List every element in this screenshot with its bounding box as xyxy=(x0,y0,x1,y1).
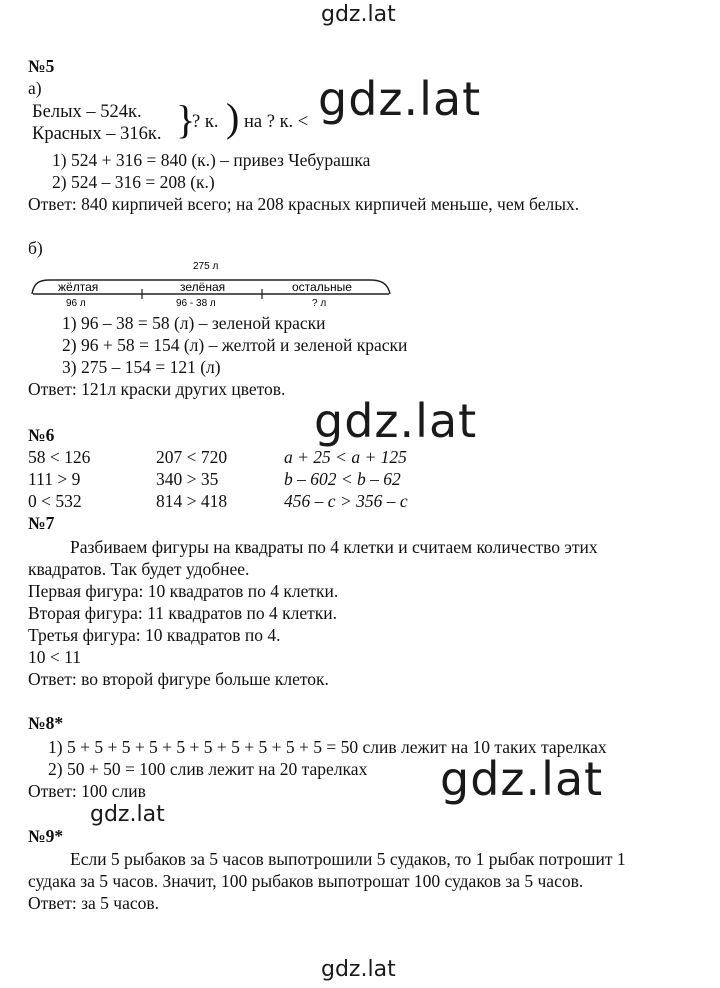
task5b-answer: Ответ: 121л краски других цветов. xyxy=(28,379,286,399)
task8-step-1: 1) 5 + 5 + 5 + 5 + 5 + 5 + 5 + 5 + 5 + 5 = 50 слив лежит на 10 таких тарелках xyxy=(48,737,607,757)
sum-question: ? к. xyxy=(192,112,219,132)
task6-row1-col1: 58 < 126 xyxy=(28,447,91,467)
tape-total-label: 275 л xyxy=(193,261,219,272)
watermark-large-3: gdz.lat xyxy=(440,752,604,806)
task5a-step-1: 1) 524 + 316 = 840 (к.) – привез Чебурашка xyxy=(52,150,371,170)
task5-part-a-label: а) xyxy=(28,78,42,98)
task6-row3-col2: 814 > 418 xyxy=(156,491,228,511)
tape-diagram xyxy=(30,258,392,308)
task7-line-2: Вторая фигура: 11 квадратов по 4 клетки. xyxy=(28,603,337,623)
task5a-step-2: 2) 524 – 316 = 208 (к.) xyxy=(52,172,215,192)
watermark-middle-small: gdz.lat xyxy=(90,802,165,827)
task8-answer: Ответ: 100 слив xyxy=(28,781,146,801)
task6-row2-col2: 340 > 35 xyxy=(156,469,219,489)
task7-line-3: Третья фигура: 10 квадратов по 4. xyxy=(28,625,281,645)
task9-line-1: Если 5 рыбаков за 5 часов выпотрошили 5 судаков, то 1 рыбак потрошит 1 xyxy=(70,849,626,869)
tape-value-yellow: 96 л xyxy=(66,298,86,308)
task9-answer: Ответ: за 5 часов. xyxy=(28,893,160,913)
tape-value-green: 96 - 38 л xyxy=(176,298,216,308)
task8-title: №8* xyxy=(28,713,64,733)
task7-answer: Ответ: во второй фигуре больше клеток. xyxy=(28,669,329,689)
sum-brace: } xyxy=(176,97,196,142)
task5-part-b-label: б) xyxy=(28,238,43,258)
task9-line-2: судака за 5 часов. Значит, 100 рыбаков выпотрошат 100 судаков за 5 часов. xyxy=(28,871,584,891)
task5b-step-1: 1) 96 – 38 = 58 (л) – зеленой краски xyxy=(62,313,326,333)
tape-segment-other: остальные xyxy=(292,280,352,294)
task8-step-2: 2) 50 + 50 = 100 слив лежит на 20 тарелках xyxy=(48,759,368,779)
task7-title: №7 xyxy=(28,513,55,533)
red-bricks-label: Красных – 316к. xyxy=(32,124,162,144)
task6-row3-col1: 0 < 532 xyxy=(28,491,82,511)
task6-row1-col3: a + 25 < a + 125 xyxy=(284,447,407,467)
task5a-answer: Ответ: 840 кирпичей всего; на 208 красных кирпичей меньше, чем белых. xyxy=(28,194,580,214)
difference-question: на ? к. < xyxy=(244,112,309,132)
tape-segment-green: зелёная xyxy=(180,280,226,294)
white-bricks-label: Белых – 524к. xyxy=(32,102,142,122)
task7-line-4: 10 < 11 xyxy=(28,647,81,667)
task6-row3-col3: 456 – c > 356 – c xyxy=(284,491,408,511)
task6-row1-col2: 207 < 720 xyxy=(156,447,228,467)
task6-row2-col3: b – 602 < b – 62 xyxy=(284,469,401,489)
task9-title: №9* xyxy=(28,826,64,846)
tape-segment-yellow: жёлтая xyxy=(58,280,99,294)
task7-paragraph-line-1: Разбиваем фигуры на квадраты по 4 клетки и считаем количество этих xyxy=(70,537,598,557)
task7-line-1: Первая фигура: 10 квадратов по 4 клетки. xyxy=(28,581,339,601)
watermark-bottom: gdz.lat xyxy=(321,957,396,982)
watermark-top: gdz.lat xyxy=(321,2,396,27)
difference-bracket: ) xyxy=(226,95,240,140)
tape-value-other: ? л xyxy=(312,298,327,308)
task7-paragraph-line-2: квадратов. Так будет удобнее. xyxy=(28,559,250,579)
watermark-large-2: gdz.lat xyxy=(314,394,478,448)
task5b-step-3: 3) 275 – 154 = 121 (л) xyxy=(62,357,221,377)
task5-title: №5 xyxy=(28,56,55,76)
task6-row2-col1: 111 > 9 xyxy=(28,469,81,489)
task5b-step-2: 2) 96 + 58 = 154 (л) – желтой и зеленой краски xyxy=(62,335,408,355)
task6-title: №6 xyxy=(28,425,55,445)
watermark-large-1: gdz.lat xyxy=(318,72,482,126)
